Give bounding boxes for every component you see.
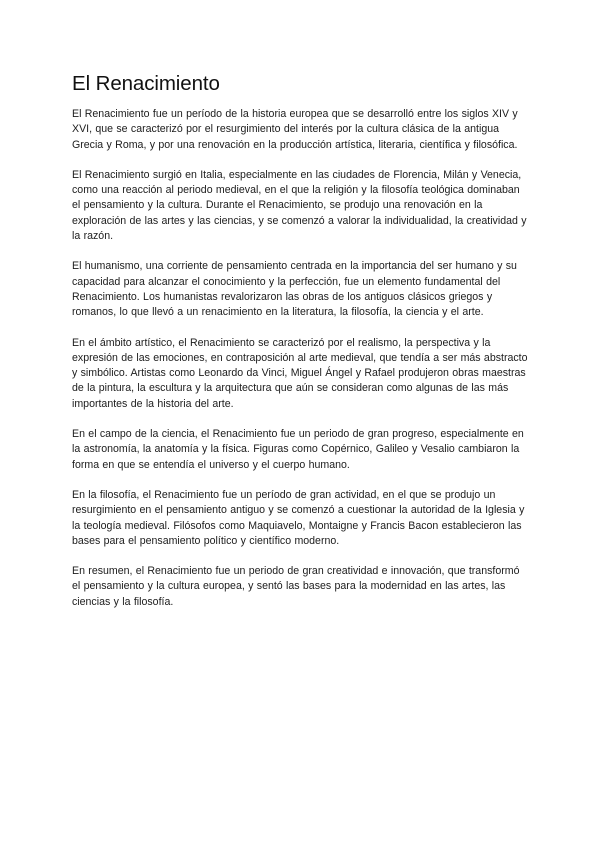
paragraph-summary: En resumen, el Renacimiento fue un periodo de gran creatividad e innovación, que transformó el pensamiento y la cultura europea, y sentó las bases para la modernidad en las artes, las ciencias y la filosofía. xyxy=(72,565,520,608)
paragraph-origins: El Renacimiento surgió en Italia, especialmente en las ciudades de Florencia, Milán y Venecia, como una reacción al periodo medieval, en el que la religión y la filosofía teológica dominaban el pensamiento y la cultura. Durante el Renacimiento, se produjo una renovación en la exploración de las artes y las ciencias, y se comenzó a valorar la individualidad, la creatividad y la razón. xyxy=(72,168,527,243)
paragraph-art: En el ámbito artístico, el Renacimiento se caracterizó por el realismo, la perspectiva y la expresión de las emociones, en contraposición al arte medieval, que tendía a ser más abstracto y simbólico. Artistas como Leonardo da Vinci, Miguel Ángel y Rafael produjeron obras maestras de la pintura, la escultura y la arquitectura que aún se consideran como algunas de las más importantes de la historia del arte. xyxy=(72,336,528,410)
document-content xyxy=(72,70,530,625)
paragraph-humanism: El humanismo, una corriente de pensamiento centrada en la importancia del ser humano y su capacidad para alcanzar el conocimiento y la perfección, fue un elemento fundamental del Renacimiento. Los humanistas revalorizaron las obras de los antiguos clásicos griegos y romanos, lo que llevó a un renacimiento en la literatura, la filosofía, la ciencia y el arte. xyxy=(72,260,517,319)
document-title: El Renacimiento xyxy=(72,72,220,95)
paragraph-science: En el campo de la ciencia, el Renacimiento fue un periodo de gran progreso, especialmente en la astronomía, la anatomía y la física. Figuras como Copérnico, Galileo y Vesalio cambiaron la forma en que se entendía el universo y el cuerpo humano. xyxy=(72,428,524,471)
paragraph-philosophy: En la filosofía, el Renacimiento fue un período de gran actividad, en el que se produjo un resurgimiento en el pensamiento antiguo y se comenzó a cuestionar la autoridad de la Iglesia y la teología medieval. Filósofos como Maquiavelo, Montaigne y Francis Bacon establecieron las bases para el pensamiento político y científico moderno. xyxy=(72,488,525,547)
paragraph-intro: El Renacimiento fue un período de la historia europea que se desarrolló entre los siglos XIV y XVI, que se caracterizó por el resurgimiento del interés por la cultura clásica de la antigua Grecia y Roma, y por una renovación en la producción artística, literaria, científica y filosófica. xyxy=(72,108,518,151)
